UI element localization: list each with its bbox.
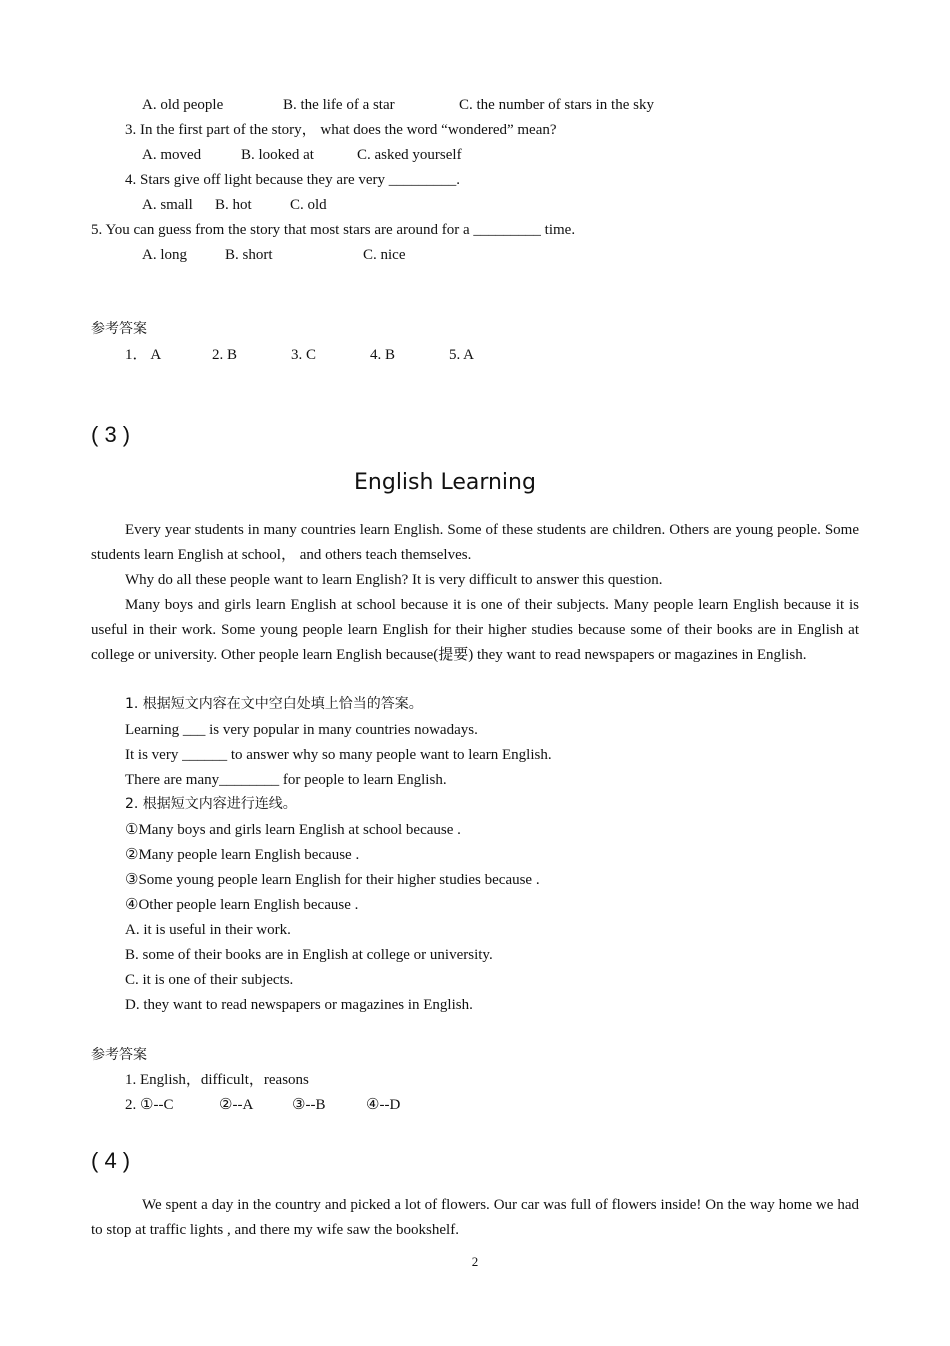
task-2-item-4: ④Other people learn English because .	[125, 897, 359, 913]
q5-option-a: A. long	[142, 247, 187, 263]
answer-match-2: ②--A	[219, 1097, 254, 1113]
task-1-line-3: There are many________ for people to learn English.	[125, 772, 447, 788]
task-1-heading: 1. 根据短文内容在文中空白处填上恰当的答案。	[125, 696, 423, 712]
q3-option-b: B. looked at	[241, 147, 314, 163]
task-2-item-2: ②Many people learn English because .	[125, 847, 360, 863]
article-title: English Learning	[354, 470, 536, 495]
q5-option-c: C. nice	[363, 247, 406, 263]
answer-4: 4. B	[370, 347, 396, 363]
answer-match-4: ④--D	[366, 1097, 401, 1113]
task-2-heading: 2. 根据短文内容进行连线。	[125, 796, 297, 812]
answer-heading-2: 参考答案	[91, 321, 147, 337]
q4-option-a: A. small	[142, 197, 193, 213]
paragraph-1: Every year students in many countries learn English. Some of these students are children. Others are young people. Some students learn English at school， and others teach themselves.	[91, 522, 859, 563]
answer-match-3: ③--B	[292, 1097, 326, 1113]
q2-option-b: B. the life of a star	[283, 97, 395, 113]
q5-option-b: B. short	[225, 247, 273, 263]
task-1-line-2: It is very ______ to answer why so many people want to learn English.	[125, 747, 552, 763]
answer-line-1: 1. English，difficult，reasons	[125, 1072, 309, 1088]
question-4: 4. Stars give off light because they are very _________.	[125, 172, 461, 188]
q2-option-a: A. old people	[142, 97, 224, 113]
task-2-choice-a: A. it is useful in their work.	[125, 922, 291, 938]
section-label-4: ( 4 )	[91, 1148, 131, 1173]
section-label-3: ( 3 )	[91, 422, 131, 447]
task-2-choice-b: B. some of their books are in English at college or university.	[125, 947, 493, 963]
paragraph-4: We spent a day in the country and picked a lot of flowers. Our car was full of flowers inside! On the way home we had to stop at traffic lights , and there my wife saw the bookshelf.	[91, 1197, 859, 1238]
answer-heading-3: 参考答案	[91, 1047, 147, 1063]
paragraph-2: Why do all these people want to learn English? It is very difficult to answer this question.	[125, 572, 663, 588]
question-5: 5. You can guess from the story that most stars are around for a _________ time.	[91, 222, 576, 238]
page-number: 2	[471, 1254, 479, 1269]
task-1-line-1: Learning ___ is very popular in many countries nowadays.	[125, 722, 478, 738]
q4-option-b: B. hot	[215, 197, 252, 213]
task-2-item-1: ①Many boys and girls learn English at school because .	[125, 822, 461, 838]
task-2-choice-d: D. they want to read newspapers or magazines in English.	[125, 997, 473, 1013]
answer-5: 5. A	[449, 347, 475, 363]
answer-2: 2. B	[212, 347, 238, 363]
paragraph-3: Many boys and girls learn English at school because it is one of their subjects. Many people learn English because it is useful in their work. Some young people learn English for their higher studies because some of their books are in English at college or university. Other people learn English because(提要) they want to read newspapers or magazines in English.	[91, 597, 859, 663]
q3-option-a: A. moved	[142, 147, 202, 163]
q4-option-c: C. old	[290, 197, 327, 213]
question-3: 3. In the first part of the story， what does the word “wondered” mean?	[125, 122, 557, 138]
q3-option-c: C. asked yourself	[357, 147, 462, 163]
answer-match-1: 2. ①--C	[125, 1097, 174, 1113]
answer-1: 1． A	[125, 347, 162, 363]
task-2-item-3: ③Some young people learn English for their higher studies because .	[125, 872, 540, 888]
task-2-choice-c: C. it is one of their subjects.	[125, 972, 294, 988]
q2-option-c: C. the number of stars in the sky	[459, 97, 654, 113]
answer-3: 3. C	[291, 347, 317, 363]
